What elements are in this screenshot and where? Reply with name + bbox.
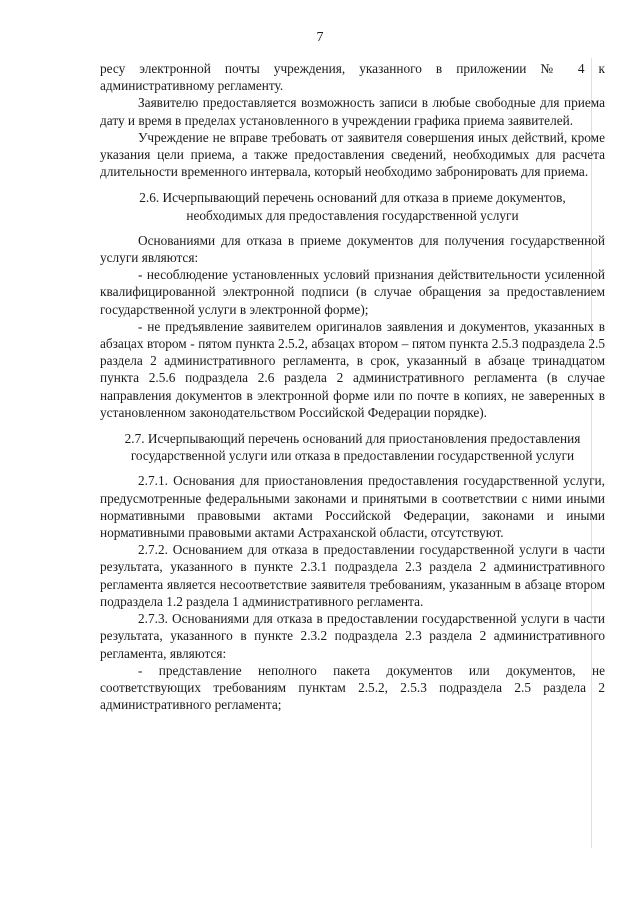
paragraph: 2.7.3. Основаниями для отказа в предоставлении государственной услуги в части результата, указанного в пункте 2.3.2 подраздела 2.3 раздела 2 административного регламента, являются: <box>100 611 605 661</box>
paragraph: Основаниями для отказа в приеме документов для получения государственной услуги являются: <box>100 232 605 266</box>
paragraph: 2.7.1. Основания для приостановления предоставления государственной услуги, предусмотренные федеральными законами и принятыми в соответствии с ними иными нормативными правовыми актами Российской Федерации, законами и иными нормативными правовыми актами Астраханской области, отсутствуют. <box>100 473 605 541</box>
page-number: 7 <box>316 30 324 45</box>
section-heading-2-7: 2.7. Исчерпывающий перечень оснований для приостановления предоставления государственной услуги или отказа в предоставлении государственной услуги <box>124 431 581 464</box>
paragraph: Заявителю предоставляется возможность записи в любые свободные для приема дату и время в пределах установленного в учреждении графика приема заявителей. <box>100 95 605 128</box>
paragraph: 2.7.2. Основанием для отказа в предоставлении государственной услуги в части результата, указанного в пункте 2.3.1 подраздела 2.3 раздела 2 административного регламента является несоответствие заявителя требованиям, указанным в абзаце втором подраздела 1.2 раздела 1 административного регламента. <box>100 542 605 609</box>
paragraph: ресу электронной почты учреждения, указанного в приложении № 4 к административному регламенту. <box>100 61 605 94</box>
section-heading-2-6: 2.6. Исчерпывающий перечень оснований для отказа в приеме документов, необходимых для предоставления государственной услуги <box>139 190 566 223</box>
list-item: - не предъявление заявителем оригиналов заявления и документов, указанных в абзацах втором - пятом пункта 2.5.2, абзацах втором – пятом пункта 2.5.3 подраздела 2.5 раздела 2 административного регламента, в срок, указанный в абзаце тринадцатом пункта 2.5.6 подраздела 2.6 раздела 2 административного регламента (в случае направления документов в электронной форме или по почте в копиях, не заверенных в установленном законодательством Российской Федерации порядке). <box>100 318 605 420</box>
list-item: - несоблюдение установленных условий признания действительности усиленной квалифицированной электронной подписи (в случае обращения за предоставлением государственной услуги в электронной форме); <box>100 267 605 317</box>
paragraph: Учреждение не вправе требовать от заявителя совершения иных действий, кроме указания цели приема, а также предоставления сведений, необходимых для расчета длительности временного интервала, который необходимо забронировать для приема. <box>100 129 605 180</box>
document-body <box>100 60 605 713</box>
list-item: - представление неполного пакета документов или документов, не соответствующих требованиям пунктам 2.5.2, 2.5.3 подраздела 2.5 раздела 2 административного регламента; <box>100 662 605 713</box>
